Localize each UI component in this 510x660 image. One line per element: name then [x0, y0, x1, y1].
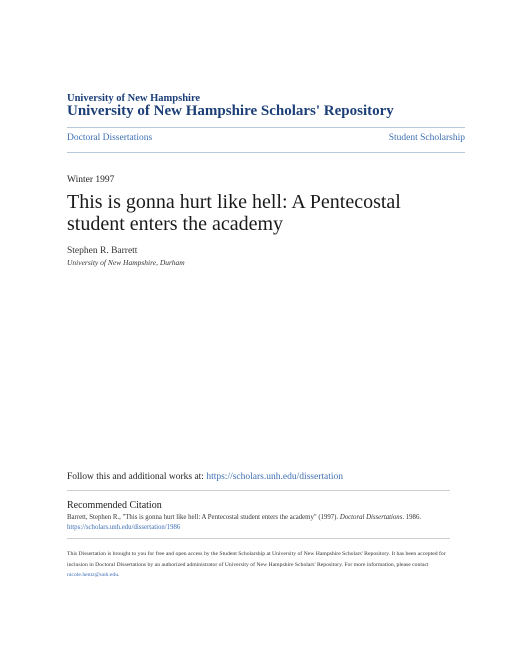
nav-link-doctoral-dissertations[interactable]: Doctoral Dissertations [67, 133, 153, 143]
disclaimer-end: . [118, 572, 120, 578]
nav-link-student-scholarship[interactable]: Student Scholarship [388, 133, 465, 143]
document-title: This is gonna hurt like hell: A Pentecostal student enters the academy [67, 191, 401, 235]
follow-link[interactable]: https://scholars.unh.edu/dissertation [206, 472, 344, 482]
author-name: Stephen R. Barrett [67, 246, 138, 256]
citation-text [67, 513, 447, 532]
citation-series: Doctoral Dissertations [339, 514, 403, 521]
citation-divider-top [67, 490, 450, 491]
follow-line [67, 472, 343, 482]
nav-divider [67, 152, 465, 153]
institution-name: University of New Hampshire [67, 93, 201, 104]
contact-email-link[interactable]: nicole.hentz@unh.edu [67, 572, 119, 578]
publication-date: Winter 1997 [67, 175, 115, 185]
citation-body: Barrett, Stephen R., "This is gonna hurt like hell: A Pentecostal student enters the academy" (1997). [67, 514, 340, 521]
author-affiliation: University of New Hampshire, Durham [67, 258, 185, 267]
citation-link[interactable]: https://scholars.unh.edu/dissertation/1986 [67, 523, 181, 531]
disclaimer-body: This Dissertation is brought to you for free and open access by the Student Scholarship at University of New Hampshire Scholars' Repository. It has been accepted for inclusion in Doctoral Dissertations by an authorized administrator of University of New Hampshire Scholars' Repository. For more information, please contact [67, 551, 446, 568]
follow-text: Follow this and additional works at: [67, 472, 207, 482]
citation-heading: Recommended Citation [67, 500, 162, 511]
citation-number: . 1986. [402, 514, 422, 521]
disclaimer-text [67, 549, 449, 581]
citation-divider-bottom [67, 538, 450, 539]
repository-link[interactable]: University of New Hampshire Scholars' Repository [67, 103, 394, 119]
header-divider [67, 127, 465, 128]
